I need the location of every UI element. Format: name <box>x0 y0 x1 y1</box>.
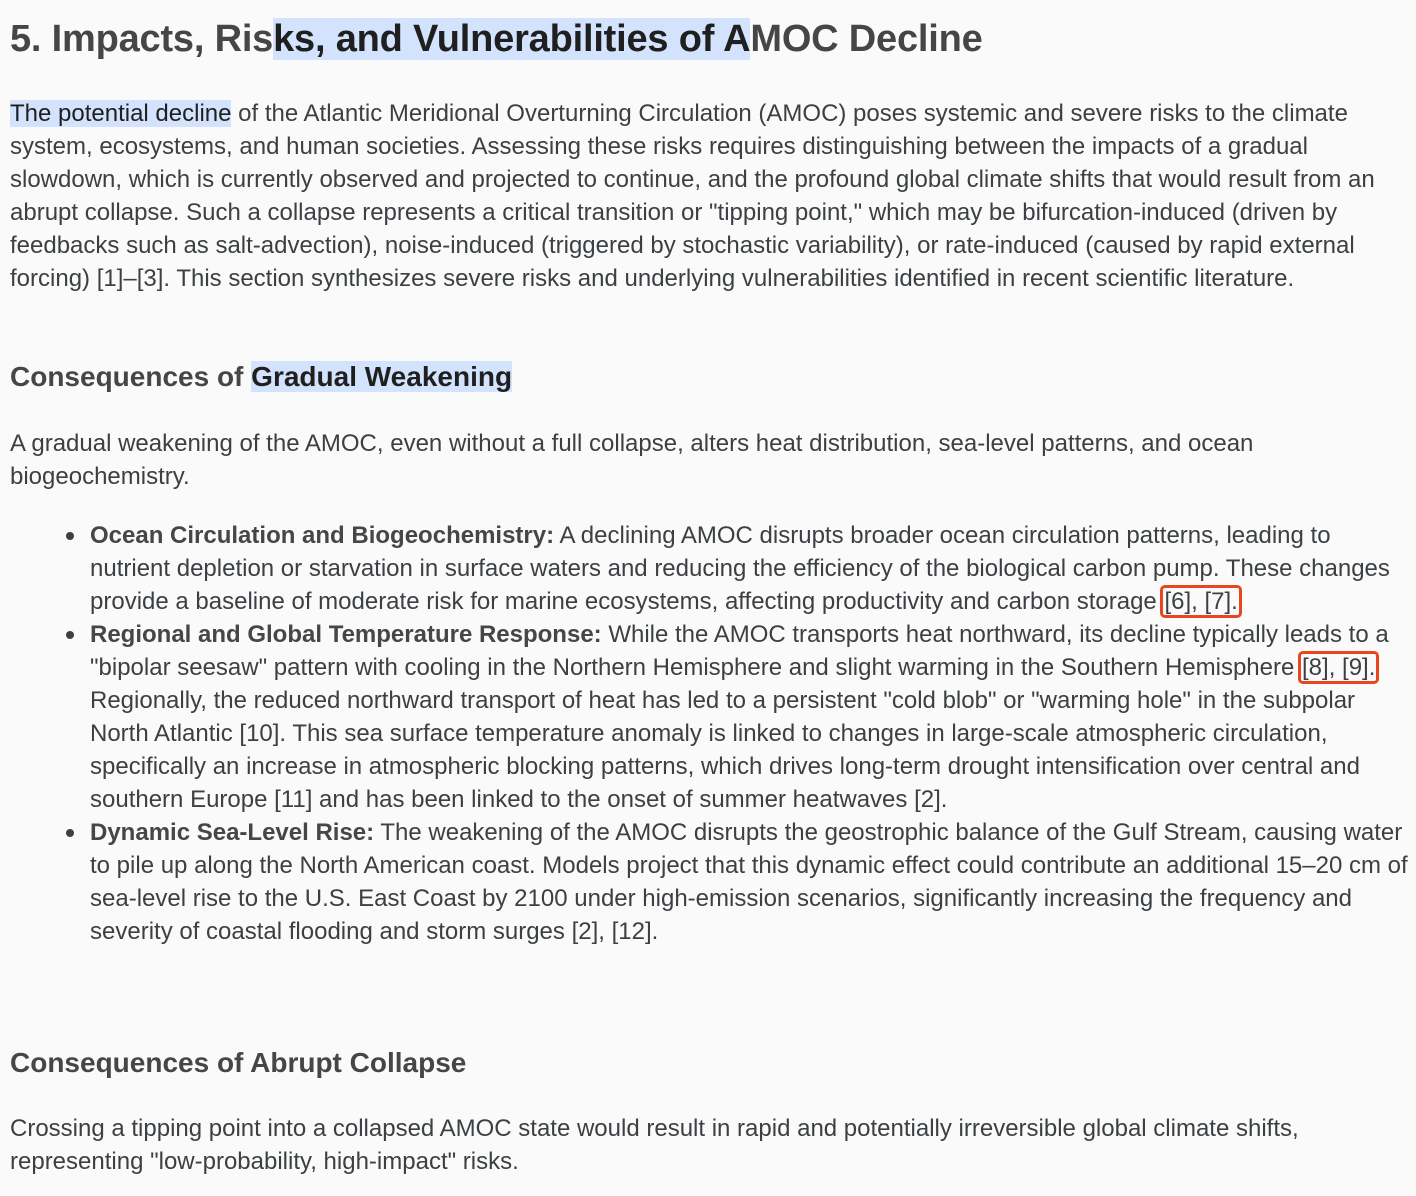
item-text: While the AMOC transports heat northward, its decline typically leads to a "bipolar seesaw" pattern with cooling in the Northern Hemisphere and slight warming in the Southern Hemisphere <box>90 621 1389 681</box>
heading-selection-highlight[interactable]: ks, and Vulnerabilities of A <box>273 18 751 60</box>
intro-text: of the Atlantic Meridional Overturning Circulation (AMOC) poses systemic and severe risks to the climate system, ecosystems, and human societies. Assessing these risks requires distinguishing between the impacts of a gradual slowdown, which is currently observed and projected to continue, and the profound global climate shifts that would result from an abrupt collapse. Such a collapse represents a critical transition or "tipping point," which may be bifurcation-induced (driven by feedbacks such as salt-advection), noise-induced (triggered by stochastic variability), or rate-induced (caused by rapid external forcing) [1]–[3]. This section synthesizes severe risks and underlying vulnerabilities identified in recent scientific literature. <box>10 100 1375 292</box>
gradual-impacts-list <box>90 519 1410 948</box>
bullet-icon <box>66 829 74 837</box>
list-item <box>90 519 1410 618</box>
section-heading <box>10 16 983 62</box>
bullet-icon <box>66 532 74 540</box>
item-term: Regional and Global Temperature Response: <box>90 621 602 648</box>
item-text-after: Regionally, the reduced northward transport of heat has led to a persistent "cold blob" or "warming hole" in the subpolar North Atlantic [10]. This sea surface temperature anomaly is linked to changes in large-scale atmospheric circulation, specifically an increase in atmospheric blocking patterns, which drives long-term drought intensification over central and southern Europe [11] and has been linked to the onset of summer heatwaves [2]. <box>90 687 1360 813</box>
list-item <box>90 618 1410 816</box>
bullet-icon <box>66 631 74 639</box>
gradual-lead-paragraph: A gradual weakening of the AMOC, even without a full collapse, alters heat distribution, sea-level patterns, and ocean biogeochemistry. <box>10 430 1254 490</box>
citation-annotation-box[interactable]: [8], [9]. <box>1302 654 1376 681</box>
item-text: The weakening of the AMOC disrupts the geostrophic balance of the Gulf Stream, causing water to pile up along the North American coast. Models project that this dynamic effect could contribute an additional 15–20 cm of sea-level rise to the U.S. East Coast by 2100 under high-emission scenarios, significantly increasing the frequency and severity of coastal flooding and storm surges [2], [12]. <box>90 819 1408 945</box>
intro-paragraph <box>10 97 1410 295</box>
item-text: A declining AMOC disrupts broader ocean circulation patterns, leading to nutrient depletion or starvation in surface waters and reducing the efficiency of the biological carbon pump. These changes provide a baseline of moderate risk for marine ecosystems, affecting productivity and carbon storage <box>90 522 1390 615</box>
abrupt-lead-paragraph: Crossing a tipping point into a collapsed AMOC state would result in rapid and potentially irreversible global climate shifts, representing "low-probability, high-impact" risks. <box>10 1115 1299 1175</box>
heading-suffix: MOC Decline <box>750 18 983 60</box>
item-term: Ocean Circulation and Biogeochemistry: <box>90 522 555 549</box>
subheading-gradual-weakening <box>10 358 512 396</box>
heading-prefix: 5. Impacts, Ris <box>10 18 274 60</box>
citation-annotation-box[interactable]: [6], [7]. <box>1164 588 1238 615</box>
subheading-abrupt-collapse: Consequences of Abrupt Collapse <box>10 1047 467 1078</box>
subheading-selection-highlight[interactable]: Gradual Weakening <box>251 361 513 392</box>
subheading-prefix: Consequences of <box>10 361 252 392</box>
intro-selection-highlight[interactable]: The potential decline <box>10 100 232 127</box>
list-item <box>90 816 1410 948</box>
item-term: Dynamic Sea-Level Rise: <box>90 819 375 846</box>
